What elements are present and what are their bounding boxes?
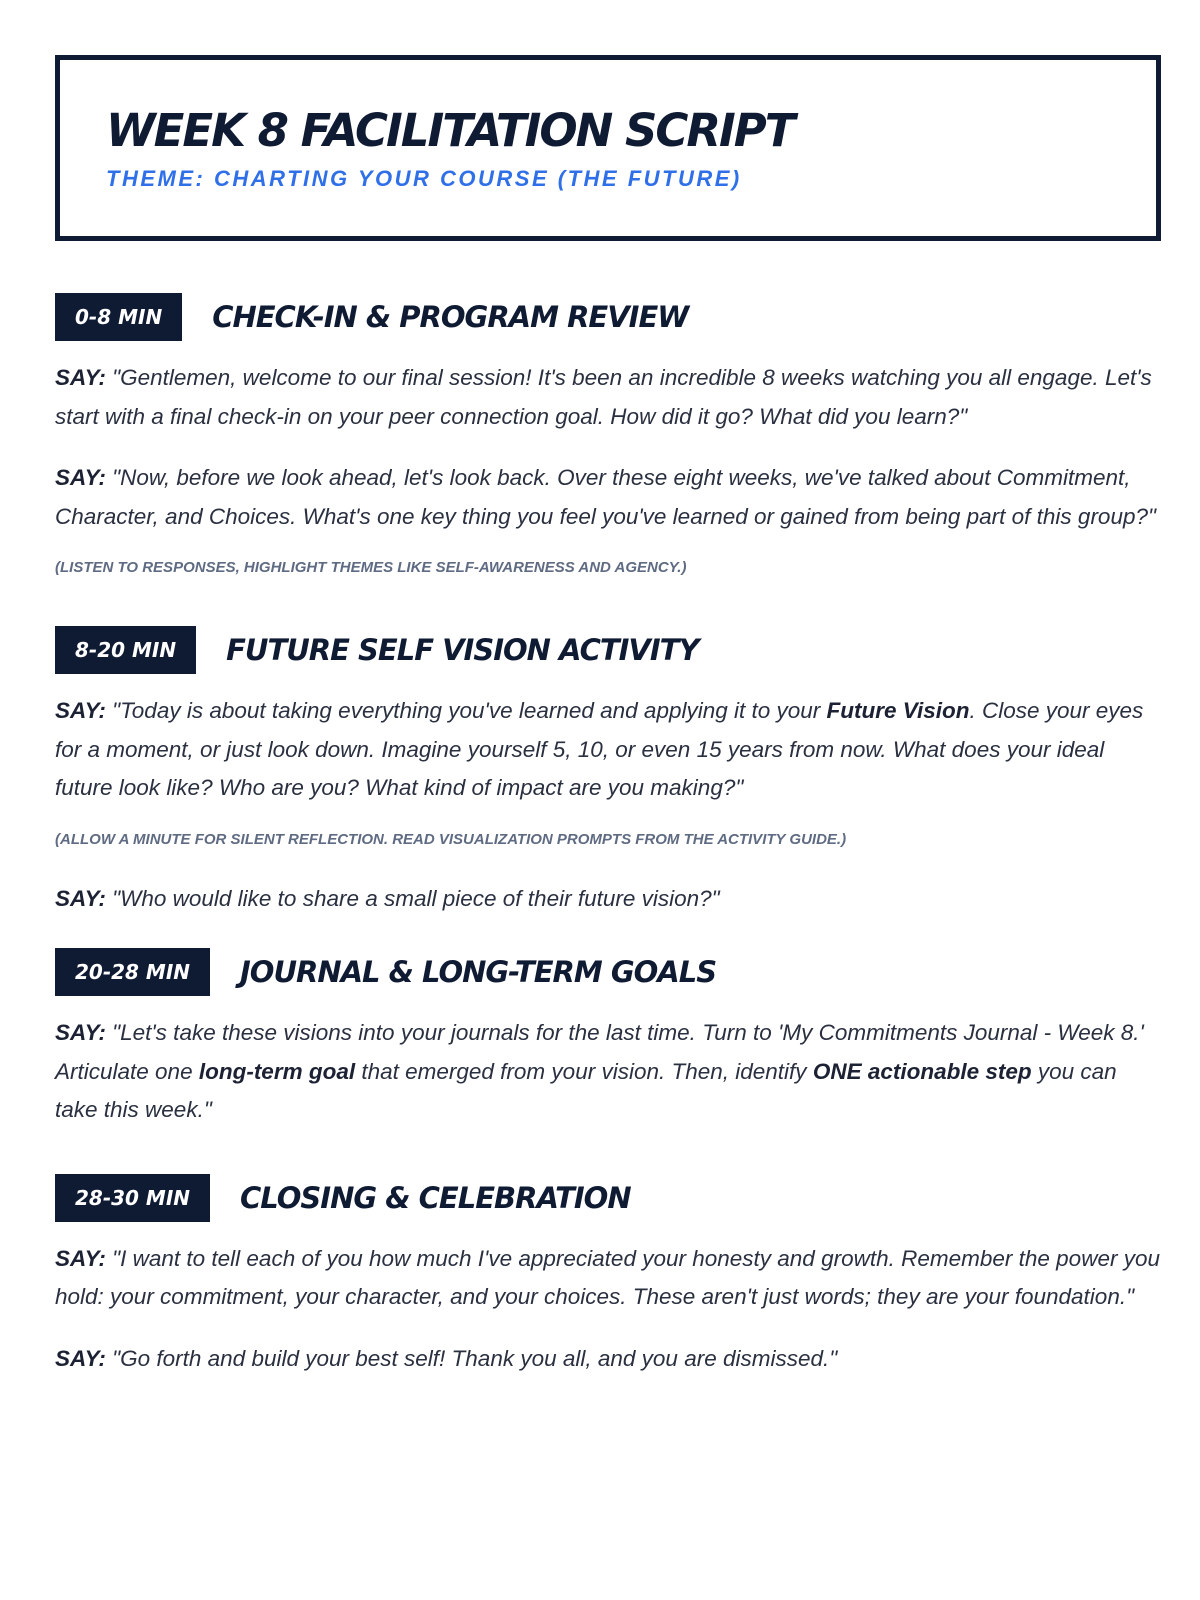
say-paragraph xyxy=(55,692,1161,808)
say-text: "I want to tell each of you how much I've appreciated your honesty and growth. Remember the power you hold: your commitment, your character, and your choices. These aren't just words; they are your foundation." xyxy=(55,1245,1160,1309)
section-header xyxy=(55,626,1161,674)
say-label: SAY: xyxy=(55,1020,106,1045)
say-text: "Who would like to share a small piece of their future vision?" xyxy=(112,885,720,911)
document-title: WEEK 8 FACILITATION SCRIPT xyxy=(106,104,794,157)
emphasis-text: ONE actionable step xyxy=(812,1058,1032,1084)
facilitation-script-page xyxy=(55,55,1161,1401)
say-text: "Gentlemen, welcome to our final session! It's been an incredible 8 weeks watching you all engage. Let's start with a final check-in on your peer connection goal. How did it go? What did you learn?" xyxy=(55,365,1152,429)
say-text: . Close your eyes for a moment, or just look down. Imagine yourself 5, 10, or even 15 years from now. What does your ideal future look like? Who are you? What kind of impact are you making?" xyxy=(55,698,1144,800)
say-text: you can take this week." xyxy=(55,1058,1117,1122)
say-text: "Today is about taking everything you've learned and applying it to your xyxy=(112,698,827,723)
section-journal xyxy=(55,948,1161,1130)
say-paragraph xyxy=(55,880,1161,919)
say-label: SAY: xyxy=(55,698,106,723)
say-text: "Let's take these visions into your journals for the last time. Turn to 'My Commitments Journal - Week 8.' Articulate one xyxy=(55,1020,1144,1084)
section-header xyxy=(55,293,1161,341)
section-title: CLOSING & CELEBRATION xyxy=(240,1180,631,1215)
section-title: FUTURE SELF VISION ACTIVITY xyxy=(226,633,699,667)
say-text: "Now, before we look ahead, let's look back. Over these eight weeks, we've talked about Commitment, Character, and Choices. What's one key thing you feel you've learned or gained from being part of this group?" xyxy=(55,465,1156,529)
time-badge: 8-20 MIN xyxy=(55,626,196,674)
section-header xyxy=(55,1174,1161,1222)
emphasis-text: Future Vision xyxy=(826,698,970,723)
say-label: SAY: xyxy=(55,1245,106,1271)
say-paragraph xyxy=(55,1240,1161,1317)
emphasis-text: long-term goal xyxy=(198,1058,356,1084)
say-text: "Go forth and build your best self! Thank you all, and you are dismissed." xyxy=(112,1345,838,1371)
time-badge: 20-28 MIN xyxy=(55,948,210,996)
say-label: SAY: xyxy=(55,885,106,911)
title-box xyxy=(55,55,1161,241)
say-label: SAY: xyxy=(55,1345,106,1371)
section-title: CHECK-IN & PROGRAM REVIEW xyxy=(212,300,689,334)
say-paragraph xyxy=(55,459,1161,536)
section-future-self xyxy=(55,626,1161,918)
say-paragraph xyxy=(55,1014,1161,1130)
say-text: that emerged from your vision. Then, identify xyxy=(355,1058,813,1084)
facilitator-note: (ALLOW A MINUTE FOR SILENT REFLECTION. READ VISUALIZATION PROMPTS FROM THE ACTIVITY GUIDE.) xyxy=(55,830,847,848)
say-label: SAY: xyxy=(55,465,106,490)
time-badge: 0-8 MIN xyxy=(55,293,182,341)
facilitator-note: (LISTEN TO RESPONSES, HIGHLIGHT THEMES LIKE SELF-AWARENESS AND AGENCY.) xyxy=(55,559,687,576)
say-paragraph xyxy=(55,359,1161,436)
time-badge: 28-30 MIN xyxy=(55,1174,210,1222)
section-title: JOURNAL & LONG-TERM GOALS xyxy=(240,955,717,989)
say-label: SAY: xyxy=(55,365,106,390)
say-paragraph xyxy=(55,1340,1161,1379)
section-check-in xyxy=(55,293,1161,576)
section-header xyxy=(55,948,1161,996)
document-theme: THEME: CHARTING YOUR COURSE (THE FUTURE) xyxy=(106,166,742,191)
section-closing xyxy=(55,1174,1161,1379)
